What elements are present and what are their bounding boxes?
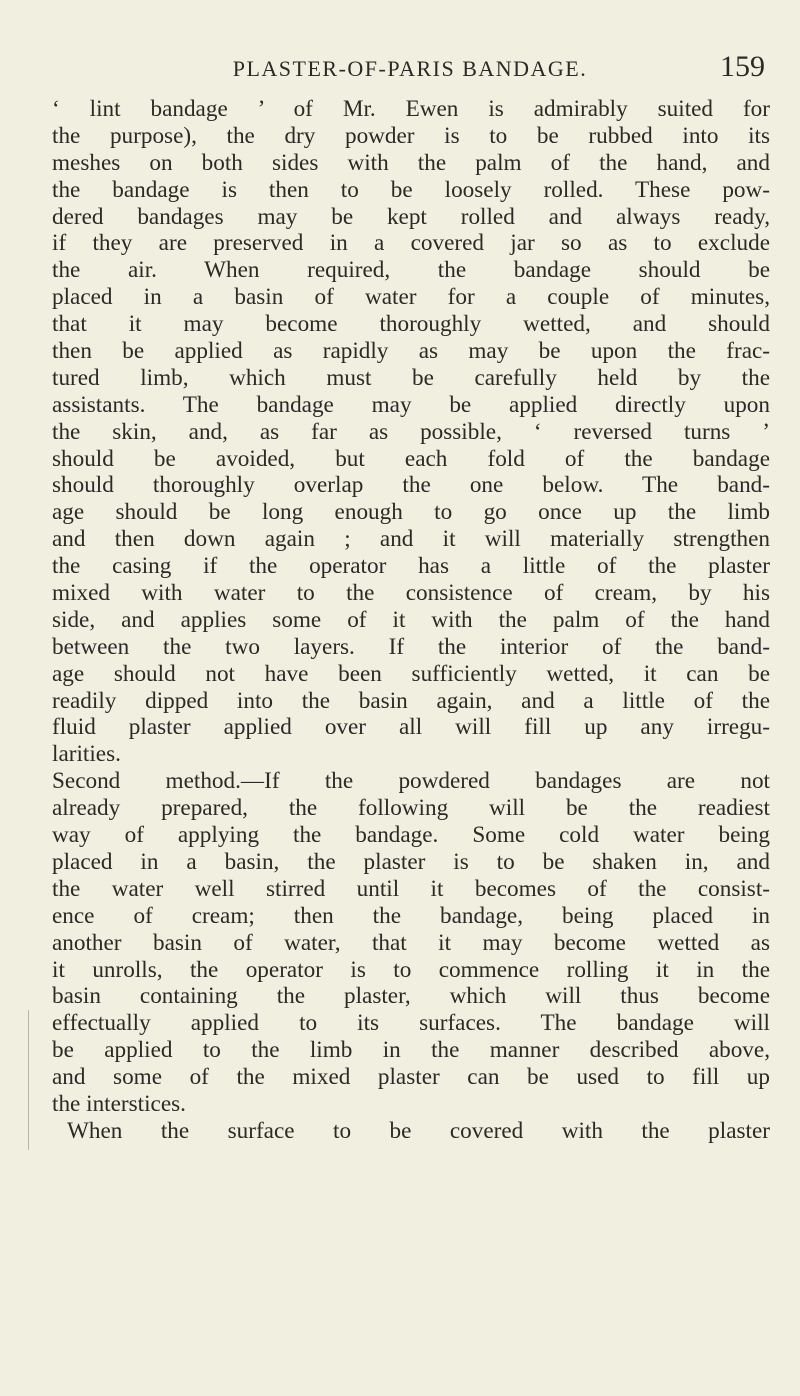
text-line: and then down again ; and it will materially strengthen bbox=[52, 526, 770, 553]
text-line: the interstices. bbox=[52, 1090, 186, 1117]
running-head bbox=[55, 50, 765, 90]
text-line: way of applying the bandage. Some cold water being bbox=[52, 822, 770, 849]
text-line: placed in a basin, the plaster is to be shaken in, and bbox=[52, 848, 770, 875]
text-line: the casing if the operator has a little of the plaster bbox=[52, 553, 770, 580]
text-line: larities. bbox=[52, 741, 121, 768]
text-line: it unrolls, the operator is to commence rolling it in the bbox=[52, 956, 770, 983]
text-line: should thoroughly overlap the one below. The band- bbox=[52, 472, 770, 499]
text-line: that it may become thoroughly wetted, and should bbox=[52, 311, 770, 338]
text-line: the water well stirred until it becomes of the consist- bbox=[52, 875, 770, 902]
text-line: already prepared, the following will be the readiest bbox=[52, 795, 770, 822]
page-number: 159 bbox=[720, 50, 765, 83]
text-line: another basin of water, that it may become wetted as bbox=[52, 929, 770, 956]
text-line: assistants. The bandage may be applied directly upon bbox=[52, 391, 770, 418]
text-line: be applied to the limb in the manner described above, bbox=[52, 1037, 770, 1064]
text-line: age should be long enough to go once up the limb bbox=[52, 499, 770, 526]
text-line: the skin, and, as far as possible, ‘ reversed turns ’ bbox=[52, 418, 770, 445]
text-line: tured limb, which must be carefully held by the bbox=[52, 364, 770, 391]
text-line: the purpose), the dry powder is to be rubbed into its bbox=[52, 122, 770, 149]
text-line: between the two layers. If the interior of the band- bbox=[52, 633, 770, 660]
text-line: placed in a basin of water for a couple of minutes, bbox=[52, 284, 770, 311]
text-line: readily dipped into the basin again, and a little of the bbox=[52, 687, 770, 714]
text-line: basin containing the plaster, which will thus become bbox=[52, 983, 770, 1010]
text-line: age should not have been sufficiently wetted, it can be bbox=[52, 660, 770, 687]
body-text bbox=[52, 96, 770, 1145]
text-line: When the surface to be covered with the plaster bbox=[67, 1117, 770, 1144]
text-line: dered bandages may be kept rolled and always ready, bbox=[52, 203, 770, 230]
text-line: Second method.—If the powdered bandages are not bbox=[52, 768, 770, 795]
text-line: side, and applies some of it with the palm of the hand bbox=[52, 606, 770, 633]
text-line: if they are preserved in a covered jar so as to exclude bbox=[52, 230, 770, 257]
text-line: then be applied as rapidly as may be upon the frac- bbox=[52, 338, 770, 365]
running-head-title: PLASTER-OF-PARIS BANDAGE. bbox=[232, 56, 588, 81]
text-line: fluid plaster applied over all will fill up any irregu- bbox=[52, 714, 770, 741]
margin-mark bbox=[28, 1010, 29, 1150]
text-line: should be avoided, but each fold of the bandage bbox=[52, 445, 770, 472]
text-line: the bandage is then to be loosely rolled. These pow- bbox=[52, 176, 770, 203]
text-line: the air. When required, the bandage should be bbox=[52, 257, 770, 284]
text-line: meshes on both sides with the palm of the hand, and bbox=[52, 149, 770, 176]
text-line: effectually applied to its surfaces. The bandage will bbox=[52, 1010, 770, 1037]
text-line: and some of the mixed plaster can be used to fill up bbox=[52, 1064, 770, 1091]
text-line: ence of cream; then the bandage, being placed in bbox=[52, 902, 770, 929]
text-line: ‘ lint bandage ’ of Mr. Ewen is admirably suited for bbox=[52, 96, 770, 122]
text-line: mixed with water to the consistence of cream, by his bbox=[52, 580, 770, 607]
